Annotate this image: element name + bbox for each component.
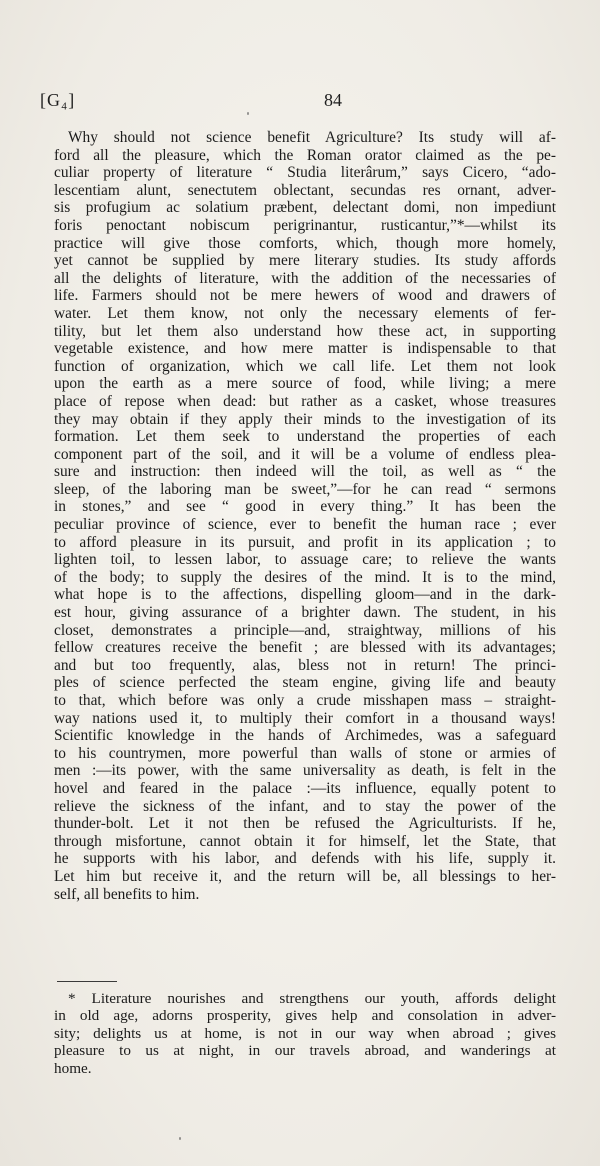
body-line: foris penoctant nobiscum perigrinantur, rusticantur,”*—whilst its bbox=[54, 216, 556, 234]
body-line: lighten toil, to lessen labor, to assuage care; to relieve the wants bbox=[54, 551, 556, 569]
body-line: component part of the soil, and it will be a volume of endless plea- bbox=[54, 445, 556, 463]
body-line: Let him but receive it, and the return will be, all blessings to her- bbox=[54, 867, 556, 885]
body-line: they may obtain if they apply their minds to the investigation of its bbox=[54, 410, 556, 428]
body-line: sleep, of the laboring man be sweet,”—for he can read “ sermons bbox=[54, 480, 556, 498]
body-line: vegetable existence, and how mere matter is indispensable to that bbox=[54, 340, 556, 358]
body-line: sure and instruction: then indeed will the toil, as well as “ the bbox=[54, 463, 556, 481]
body-line: he supports with his labor, and defends with his life, supply it. bbox=[54, 850, 556, 868]
body-line: hovel and feared in the palace :—its influence, equally potent to bbox=[54, 779, 556, 797]
body-line: men :—its power, with the same universality as death, is felt in the bbox=[54, 762, 556, 780]
body-paragraph bbox=[54, 129, 556, 903]
body-line: peculiar province of science, ever to benefit the human race ; ever bbox=[54, 516, 556, 534]
body-line: closet, demonstrates a principle—and, straightway, millions of his bbox=[54, 621, 556, 639]
footnote bbox=[54, 990, 556, 1077]
body-line: tility, but let them also understand how these act, in supporting bbox=[54, 322, 556, 340]
body-line: sis profugium ac solatium præbent, delectant domi, non impediunt bbox=[54, 199, 556, 217]
paper-speck bbox=[179, 1137, 181, 1140]
body-line: practice will give those comforts, which, though more homely, bbox=[54, 234, 556, 252]
body-line: Why should not science benefit Agriculture? Its study will af- bbox=[68, 129, 556, 146]
page-header bbox=[40, 90, 560, 114]
body-line: to that, which before was only a crude misshapen mass – straight- bbox=[54, 692, 556, 709]
body-line: yet cannot be supplied by mere literary studies. Its study affords bbox=[54, 252, 556, 270]
body-line: through misfortune, cannot obtain it for himself, let the State, that bbox=[54, 832, 556, 850]
body-line: water. Let them know, not only the necessary elements of fer- bbox=[54, 304, 556, 322]
body-line: way nations used it, to multiply their comfort in a thousand ways! bbox=[54, 709, 556, 727]
body-line: formation. Let them seek to understand the properties of each bbox=[54, 428, 556, 446]
body-line: of the body; to supply the desires of the mind. It is to the mind, bbox=[54, 568, 556, 586]
body-line: upon the earth as a mere source of food, while living; a mere bbox=[54, 375, 556, 393]
page-number: 84 bbox=[324, 90, 342, 110]
body-line: function of organization, which we call life. Let them not look bbox=[54, 357, 556, 375]
footnote-rule bbox=[57, 981, 117, 982]
footnote-line: sity; delights us at home, is not in our way when abroad ; gives bbox=[54, 1024, 556, 1042]
paper-speck bbox=[247, 112, 249, 115]
body-line: relieve the sickness of the infant, and to stay the power of the bbox=[54, 797, 556, 815]
body-line: to his countrymen, more powerful than walls of stone or armies of bbox=[54, 744, 556, 762]
body-line: and but too frequently, alas, bless not in return! The princi- bbox=[54, 656, 556, 674]
body-line: culiar property of literature “ Studia literârum,” says Cicero, “ado- bbox=[54, 164, 556, 182]
body-line: to afford pleasure in its pursuit, and profit in its application ; to bbox=[54, 533, 556, 551]
body-line: place of repose when dead: but rather as a casket, whose treasures bbox=[54, 392, 556, 410]
footnote-line: pleasure to us at night, in our travels abroad, and wanderings at bbox=[54, 1042, 556, 1060]
footnote-line: in old age, adorns prosperity, gives help and consolation in adver- bbox=[54, 1007, 556, 1025]
footnote-line: home. bbox=[54, 1059, 92, 1077]
body-line: in stones,” and see “ good in every thing.” It has been the bbox=[54, 498, 556, 516]
body-line: fellow creatures receive the benefit ; are blessed with its advantages; bbox=[54, 639, 556, 657]
signature-mark: [G₄] bbox=[40, 90, 76, 110]
body-line: est hour, giving assurance of a brighter dawn. The student, in his bbox=[54, 604, 556, 622]
body-line: Scientific knowledge in the hands of Archimedes, was a safeguard bbox=[54, 727, 556, 745]
body-line: self, all benefits to him. bbox=[54, 885, 200, 903]
footnote-line: * Literature nourishes and strengthens our youth, affords delight bbox=[68, 990, 556, 1007]
body-line: lescentiam alunt, senectutem oblectant, secundas res ornant, adver- bbox=[54, 181, 556, 199]
body-line: what hope is to the affections, dispelling gloom—and in the dark- bbox=[54, 586, 556, 604]
body-line: thunder-bolt. Let it not then be refused the Agriculturists. If he, bbox=[54, 815, 556, 833]
body-line: ples of science perfected the steam engine, giving life and beauty bbox=[54, 674, 556, 692]
body-line: life. Farmers should not be mere hewers of wood and drawers of bbox=[54, 287, 556, 305]
body-line: ford all the pleasure, which the Roman orator claimed as the pe- bbox=[54, 146, 556, 164]
body-line: all the delights of literature, with the addition of the necessaries of bbox=[54, 269, 556, 287]
